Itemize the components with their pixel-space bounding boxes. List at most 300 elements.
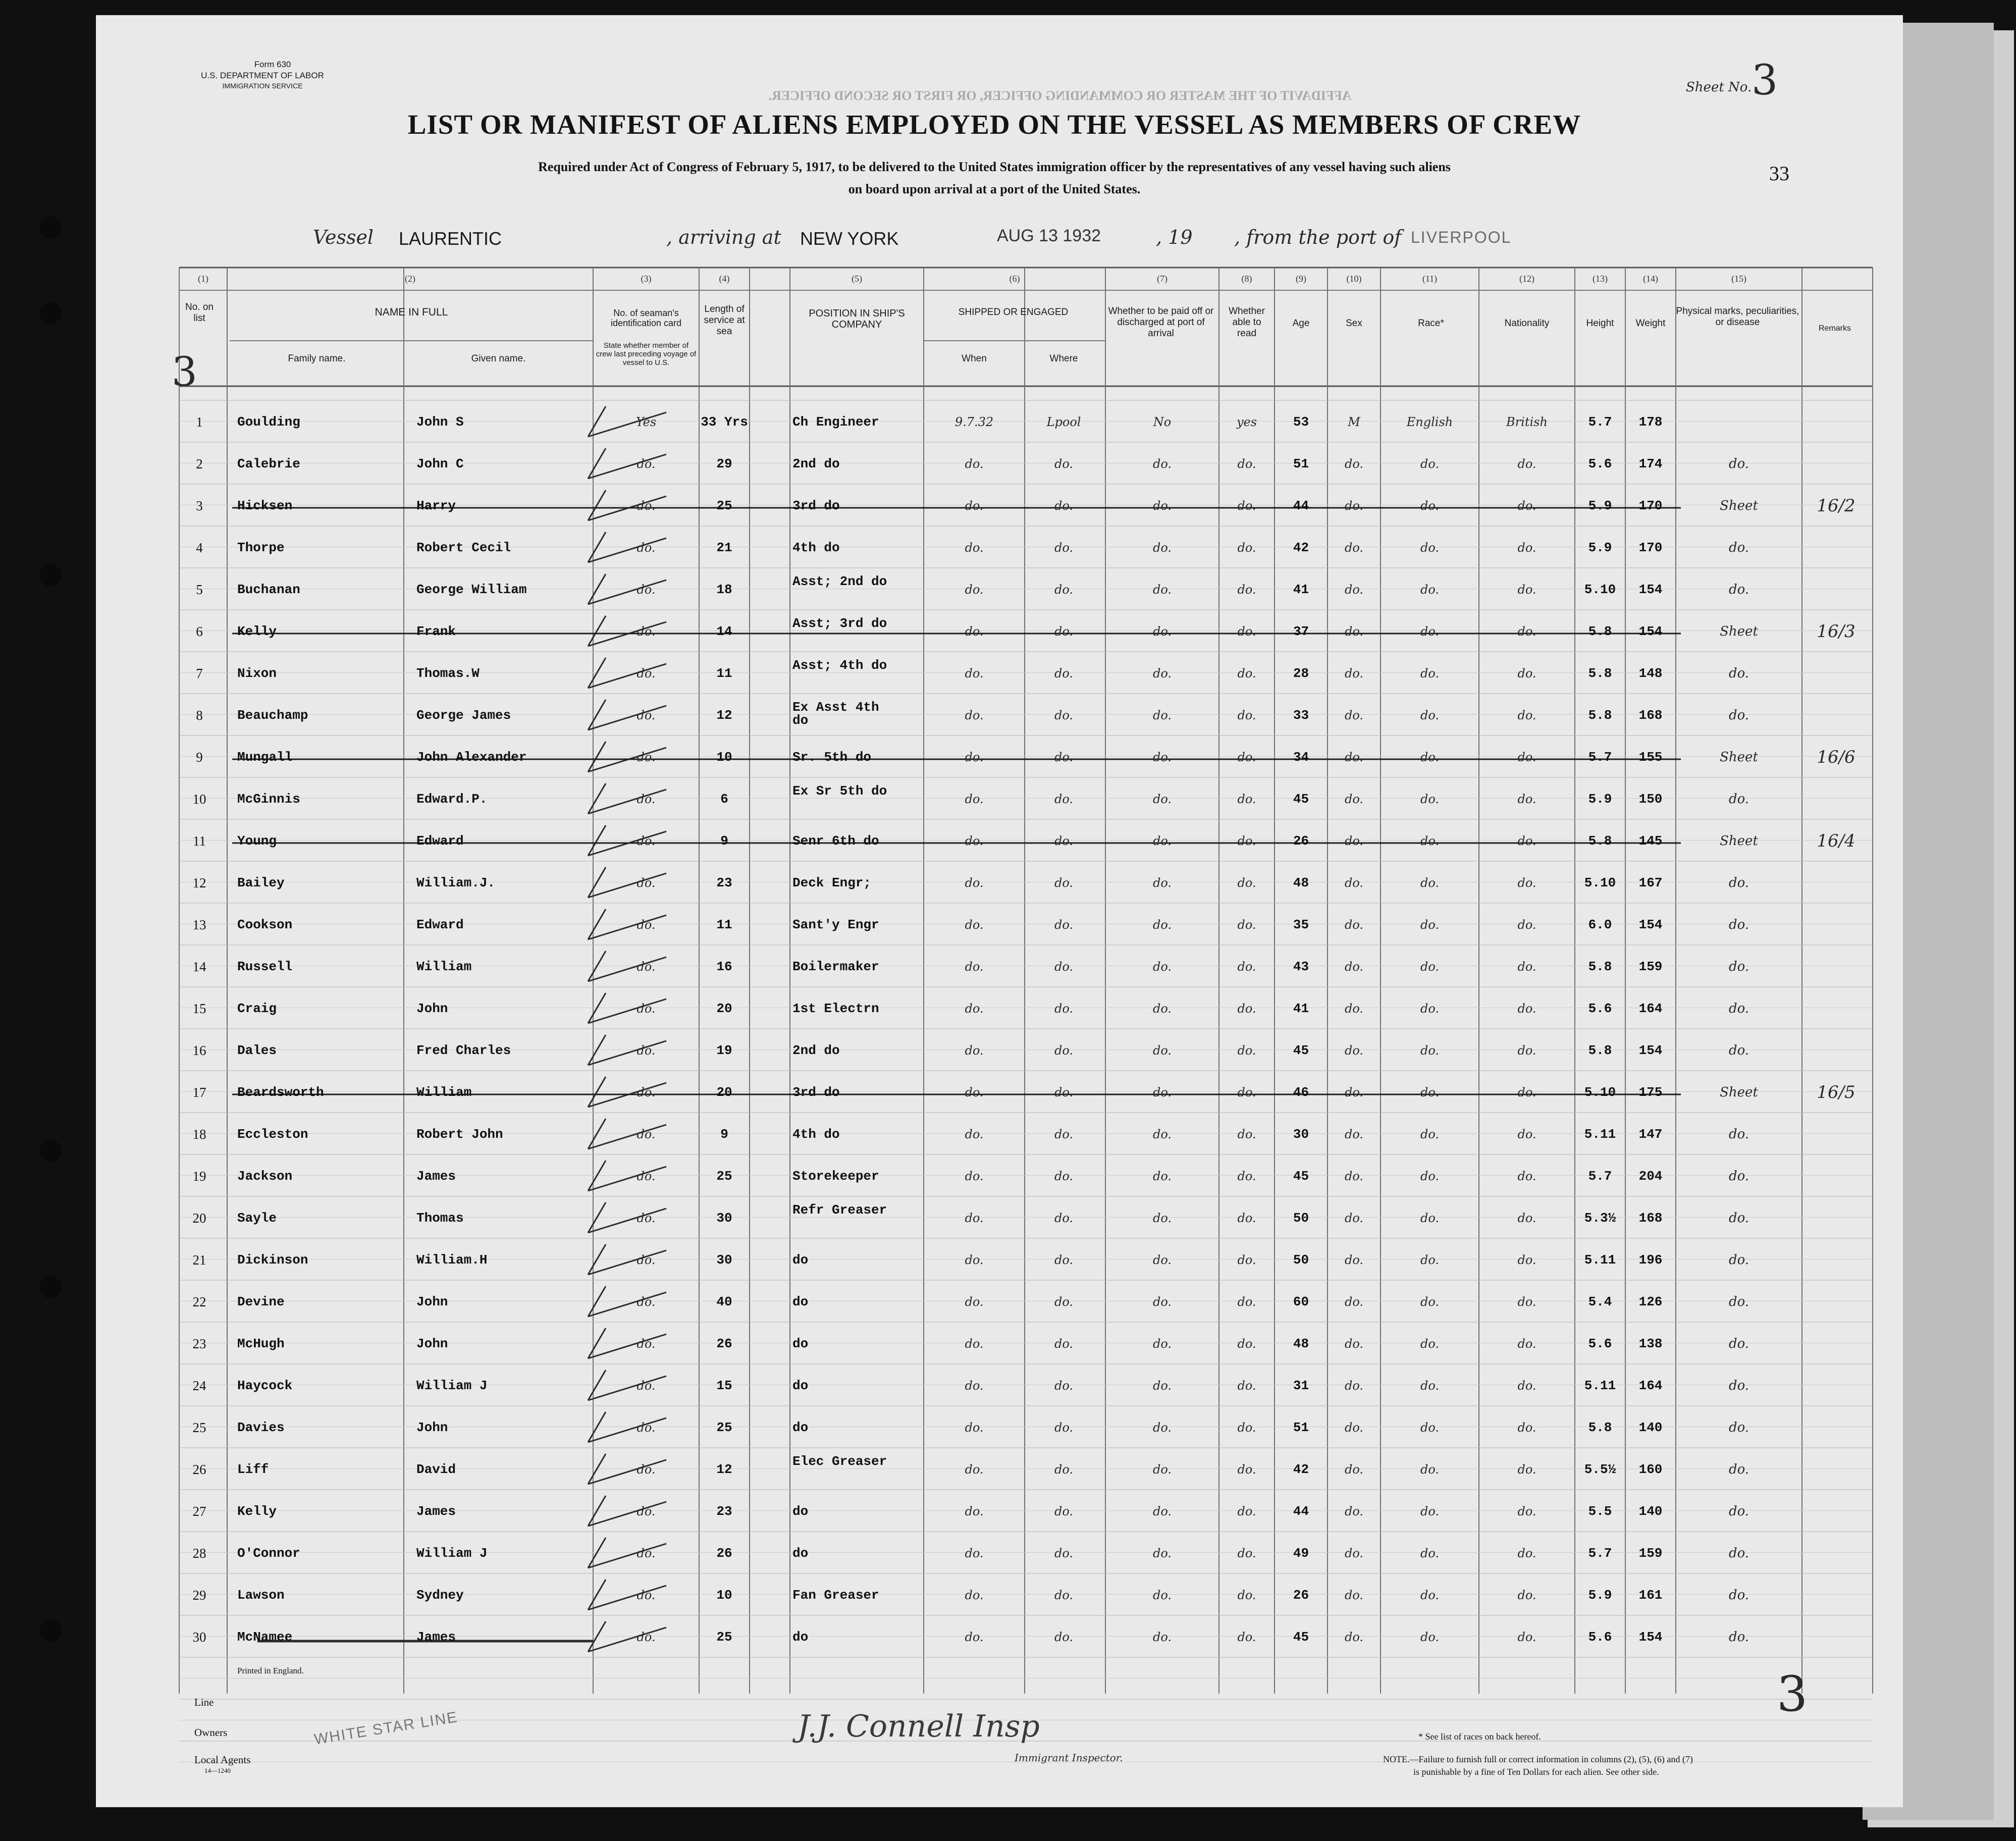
header-id-card: No. of seaman's identification card bbox=[610, 308, 682, 328]
cell-service: 11 bbox=[716, 666, 732, 681]
cell-given: Harry bbox=[416, 498, 456, 513]
crew-row bbox=[0, 862, 2016, 904]
cell-card: do. bbox=[636, 834, 656, 848]
cell-no: 15 bbox=[192, 1001, 206, 1016]
cell-phys: do. bbox=[1728, 1378, 1749, 1393]
cell-paid: do. bbox=[1152, 1630, 1172, 1644]
document-title: LIST OR MANIFEST OF ALIENS EMPLOYED ON THE VESSEL AS MEMBERS OF CREW bbox=[407, 109, 1581, 140]
cell-where: do. bbox=[1054, 1504, 1074, 1518]
cell-service: 12 bbox=[716, 708, 732, 723]
cell-read: yes bbox=[1236, 415, 1257, 429]
cell-race: do. bbox=[1420, 583, 1440, 597]
cell-weight: 170 bbox=[1638, 498, 1663, 513]
arriving-label: , arriving at bbox=[666, 226, 781, 248]
cell-weight: 204 bbox=[1638, 1169, 1663, 1184]
cell-paid: do. bbox=[1152, 960, 1172, 974]
cell-phys: do. bbox=[1728, 1504, 1749, 1519]
cell-phys: do. bbox=[1728, 1336, 1749, 1351]
cell-paid: do. bbox=[1152, 541, 1172, 555]
cell-when: do. bbox=[965, 834, 984, 848]
cell-when: do. bbox=[965, 1379, 984, 1393]
header-position: POSITION IN SHIP'S COMPANY bbox=[809, 308, 905, 330]
cell-race: do. bbox=[1420, 960, 1440, 974]
cell-no: 11 bbox=[193, 833, 206, 849]
cell-nat: do. bbox=[1517, 1127, 1536, 1141]
penalty-note-line-1: NOTE.—Failure to furnish full or correct information in columns (2), (5), (6) and (7) bbox=[1383, 1754, 1693, 1764]
cell-when: do. bbox=[965, 1043, 984, 1058]
cell-age: 34 bbox=[1293, 750, 1309, 765]
cell-race: do. bbox=[1420, 1462, 1440, 1477]
cell-family: Jackson bbox=[237, 1169, 293, 1184]
cell-position: Sant'y Engr bbox=[792, 917, 879, 932]
header-weight: Weight bbox=[1635, 318, 1666, 329]
column-number: (14) bbox=[1643, 274, 1658, 284]
cell-phys: do. bbox=[1728, 1169, 1749, 1184]
cell-read: do. bbox=[1237, 750, 1256, 764]
cell-read: do. bbox=[1237, 1337, 1256, 1351]
cell-when: do. bbox=[965, 876, 984, 890]
cell-given: Fred Charles bbox=[416, 1043, 511, 1058]
cell-when: do. bbox=[965, 457, 984, 471]
cell-nat: do. bbox=[1517, 499, 1536, 513]
vessel-label: Vessel bbox=[313, 226, 374, 248]
service-label: IMMIGRATION SERVICE bbox=[222, 82, 303, 90]
cell-service: 19 bbox=[716, 1043, 732, 1058]
cell-paid: do. bbox=[1152, 1169, 1172, 1183]
cell-phys: Sheet bbox=[1720, 1085, 1758, 1100]
crew-row bbox=[0, 988, 2016, 1030]
crew-row bbox=[0, 1365, 2016, 1407]
cell-age: 48 bbox=[1293, 1336, 1309, 1351]
cell-service: 25 bbox=[716, 1169, 732, 1184]
cell-age: 45 bbox=[1293, 792, 1309, 807]
cell-when: do. bbox=[965, 666, 984, 680]
cell-sex: do. bbox=[1344, 1211, 1364, 1225]
printed-in-label: Printed in England. bbox=[237, 1666, 304, 1675]
cell-when: do. bbox=[965, 1169, 984, 1183]
cell-sex: do. bbox=[1344, 1253, 1364, 1267]
cell-sex: do. bbox=[1344, 750, 1364, 764]
cell-sex: do. bbox=[1344, 1379, 1364, 1393]
cell-card: do. bbox=[636, 1169, 656, 1183]
cell-when: do. bbox=[965, 918, 984, 932]
cell-height: 5.7 bbox=[1588, 750, 1612, 765]
cell-where: do. bbox=[1054, 750, 1074, 764]
cell-nat: do. bbox=[1517, 960, 1536, 974]
cell-height: 5.3½ bbox=[1584, 1211, 1616, 1226]
cell-given: Robert John bbox=[416, 1127, 503, 1142]
cell-given: William J bbox=[416, 1378, 488, 1393]
cell-weight: 159 bbox=[1638, 1546, 1663, 1561]
cell-sex: do. bbox=[1344, 1337, 1364, 1351]
cell-read: do. bbox=[1237, 1379, 1256, 1393]
crew-row bbox=[0, 737, 2016, 778]
cell-card: do. bbox=[636, 1295, 656, 1309]
cell-card: do. bbox=[636, 1337, 656, 1351]
year-label: , 19 bbox=[1156, 226, 1193, 248]
cell-card: do. bbox=[636, 1043, 656, 1058]
header-family-name: Family name. bbox=[288, 353, 346, 364]
cell-no: 27 bbox=[192, 1504, 206, 1519]
cell-race: do. bbox=[1420, 1295, 1440, 1309]
cell-when: do. bbox=[965, 1002, 984, 1016]
cell-age: 26 bbox=[1293, 833, 1309, 849]
cell-where: do. bbox=[1054, 918, 1074, 932]
cell-given: John C bbox=[416, 456, 464, 471]
column-number: (3) bbox=[641, 274, 652, 284]
cell-where: do. bbox=[1054, 1169, 1074, 1183]
cell-age: 42 bbox=[1293, 540, 1309, 555]
cell-read: do. bbox=[1237, 1169, 1256, 1183]
cell-read: do. bbox=[1237, 834, 1256, 848]
header-where: Where bbox=[1049, 353, 1078, 364]
cell-where: do. bbox=[1054, 1002, 1074, 1016]
cell-position: 4th do bbox=[792, 540, 840, 555]
column-number: (9) bbox=[1296, 274, 1306, 284]
sheet-number: 3 bbox=[1752, 57, 1778, 104]
cell-family: Goulding bbox=[237, 414, 300, 430]
column-number: (7) bbox=[1157, 274, 1168, 284]
cell-read: do. bbox=[1237, 1462, 1256, 1477]
cell-nat: do. bbox=[1517, 1169, 1536, 1183]
cell-where: do. bbox=[1054, 1211, 1074, 1225]
cell-race: do. bbox=[1420, 1169, 1440, 1183]
vessel-name: LAURENTIC bbox=[399, 228, 502, 249]
cell-phys: do. bbox=[1728, 1252, 1749, 1268]
cell-phys: Sheet bbox=[1720, 833, 1758, 849]
crew-row bbox=[0, 1197, 2016, 1239]
cell-height: 5.10 bbox=[1584, 1085, 1616, 1100]
column-number: (15) bbox=[1731, 274, 1746, 284]
cell-card: do. bbox=[636, 960, 656, 974]
cell-where: do. bbox=[1054, 666, 1074, 680]
crew-row bbox=[0, 1574, 2016, 1616]
cell-card: do. bbox=[636, 1462, 656, 1477]
cell-no: 23 bbox=[192, 1336, 206, 1351]
cell-phys: do. bbox=[1728, 582, 1749, 597]
crew-row bbox=[0, 611, 2016, 653]
cell-where: Lpool bbox=[1046, 415, 1081, 429]
cell-family: McHugh bbox=[237, 1336, 285, 1351]
cell-given: William.J. bbox=[416, 875, 496, 890]
cell-height: 5.9 bbox=[1588, 498, 1612, 513]
crew-row bbox=[0, 1239, 2016, 1281]
white-star-line-stamp: WHITE STAR LINE bbox=[313, 1708, 459, 1748]
crew-row bbox=[0, 1616, 2016, 1658]
cell-position: Ch Engineer bbox=[792, 414, 879, 430]
crew-row bbox=[0, 1030, 2016, 1072]
cell-family: McNamee bbox=[237, 1629, 293, 1645]
cell-service: 16 bbox=[716, 959, 732, 974]
cell-height: 5.6 bbox=[1588, 1336, 1612, 1351]
cell-age: 33 bbox=[1293, 708, 1309, 723]
cell-height: 5.8 bbox=[1588, 708, 1612, 723]
cell-given: William J bbox=[416, 1546, 488, 1561]
cell-given: John bbox=[416, 1001, 448, 1016]
cell-weight: 155 bbox=[1638, 750, 1663, 765]
cell-when: do. bbox=[965, 624, 984, 639]
cell-read: do. bbox=[1237, 1211, 1256, 1225]
cell-where: do. bbox=[1054, 1085, 1074, 1099]
cell-position: do bbox=[792, 1336, 809, 1351]
cell-position: do bbox=[792, 1252, 809, 1268]
column-number: (8) bbox=[1241, 274, 1252, 284]
cell-phys: do. bbox=[1728, 708, 1749, 723]
cell-given: Frank bbox=[416, 624, 456, 639]
race-footnote: * See list of races on back hereof. bbox=[1418, 1731, 1541, 1742]
cell-no: 21 bbox=[192, 1252, 206, 1268]
cell-race: do. bbox=[1420, 1211, 1440, 1225]
cell-height: 5.9 bbox=[1588, 1588, 1612, 1603]
cell-family: Dickinson bbox=[237, 1252, 308, 1268]
cell-given: Edward bbox=[416, 833, 464, 849]
cell-sex: do. bbox=[1344, 1085, 1364, 1099]
cell-where: do. bbox=[1054, 960, 1074, 974]
crew-row bbox=[0, 1449, 2016, 1491]
subtitle-line-2: on board upon arrival at a port of the United States. bbox=[848, 182, 1141, 196]
cell-sex: do. bbox=[1344, 541, 1364, 555]
cell-service: 25 bbox=[716, 498, 732, 513]
cell-family: Liff bbox=[237, 1462, 269, 1477]
cell-service: 10 bbox=[716, 750, 732, 765]
cell-height: 5.5 bbox=[1588, 1504, 1612, 1519]
cell-where: do. bbox=[1054, 876, 1074, 890]
header-paid-off: Whether to be paid off or discharged at port of arrival bbox=[1108, 306, 1214, 339]
cell-service: 20 bbox=[716, 1085, 732, 1100]
header-age: Age bbox=[1292, 318, 1310, 329]
cell-nat: do. bbox=[1517, 1211, 1536, 1225]
crew-row bbox=[0, 904, 2016, 946]
cell-height: 5.6 bbox=[1588, 456, 1612, 471]
cell-sex: do. bbox=[1344, 1295, 1364, 1309]
crew-row bbox=[0, 778, 2016, 820]
cell-phys: do. bbox=[1728, 1462, 1749, 1477]
cell-height: 5.9 bbox=[1588, 792, 1612, 807]
sheet-label: Sheet No. bbox=[1686, 80, 1752, 95]
header-id-card-note: State whether member of crew last preceding voyage of vessel to U.S. bbox=[596, 341, 697, 367]
cell-no: 28 bbox=[192, 1546, 206, 1561]
cell-nat: do. bbox=[1517, 666, 1536, 680]
cell-weight: 167 bbox=[1638, 875, 1663, 890]
column-number: (12) bbox=[1519, 274, 1534, 284]
cell-weight: 164 bbox=[1638, 1001, 1663, 1016]
cell-nat: do. bbox=[1517, 1421, 1536, 1435]
cell-paid: do. bbox=[1152, 792, 1172, 806]
cell-height: 5.7 bbox=[1588, 414, 1612, 430]
cell-nat: do. bbox=[1517, 1337, 1536, 1351]
cell-weight: 168 bbox=[1638, 1211, 1663, 1226]
cell-family: Calebrie bbox=[237, 456, 300, 471]
cell-position: do bbox=[792, 1294, 809, 1309]
cell-family: Mungall bbox=[237, 750, 293, 765]
cell-card: do. bbox=[636, 1002, 656, 1016]
header-sex: Sex bbox=[1346, 318, 1362, 329]
cell-where: do. bbox=[1054, 1295, 1074, 1309]
cell-weight: 170 bbox=[1638, 540, 1663, 555]
cell-age: 53 bbox=[1293, 414, 1309, 430]
cell-age: 26 bbox=[1293, 1588, 1309, 1603]
cell-where: do. bbox=[1054, 1588, 1074, 1602]
cell-phys: do. bbox=[1728, 1043, 1749, 1058]
cell-position: Asst; 3rd do bbox=[792, 616, 887, 631]
cell-sex: do. bbox=[1344, 1462, 1364, 1477]
header-able-to-read: Whether able to read bbox=[1229, 306, 1265, 339]
crew-row bbox=[0, 1533, 2016, 1574]
cell-sex: do. bbox=[1344, 1043, 1364, 1058]
cell-card: do. bbox=[636, 666, 656, 680]
cell-position: Deck Engr; bbox=[792, 875, 872, 890]
cell-no: 29 bbox=[192, 1588, 206, 1603]
cell-race: do. bbox=[1420, 457, 1440, 471]
cell-remark: 16/5 bbox=[1817, 1082, 1855, 1102]
cell-service: 18 bbox=[716, 582, 732, 597]
cell-family: Cookson bbox=[237, 917, 293, 932]
cell-race: do. bbox=[1420, 876, 1440, 890]
cell-read: do. bbox=[1237, 583, 1256, 597]
cell-position: do bbox=[792, 1504, 809, 1519]
cell-read: do. bbox=[1237, 541, 1256, 555]
cell-age: 43 bbox=[1293, 959, 1309, 974]
cell-card: do. bbox=[636, 499, 656, 513]
cell-nat: do. bbox=[1517, 1085, 1536, 1099]
cell-age: 44 bbox=[1293, 498, 1309, 513]
cell-weight: 145 bbox=[1638, 833, 1663, 849]
cell-nat: do. bbox=[1517, 1253, 1536, 1267]
cell-height: 6.0 bbox=[1588, 917, 1612, 932]
column-number: (6) bbox=[1009, 274, 1020, 284]
crew-row bbox=[0, 1155, 2016, 1197]
cell-phys: do. bbox=[1728, 1211, 1749, 1226]
cell-nat: do. bbox=[1517, 1295, 1536, 1309]
cell-height: 5.9 bbox=[1588, 540, 1612, 555]
column-number: (2) bbox=[405, 274, 415, 284]
cell-where: do. bbox=[1054, 1379, 1074, 1393]
cell-where: do. bbox=[1054, 1043, 1074, 1058]
cell-sex: do. bbox=[1344, 876, 1364, 890]
penalty-note-line-2: is punishable by a fine of Ten Dollars for each alien. See other side. bbox=[1413, 1767, 1659, 1777]
cell-nat: do. bbox=[1517, 1630, 1536, 1644]
cell-sex: do. bbox=[1344, 1421, 1364, 1435]
cell-age: 41 bbox=[1293, 1001, 1309, 1016]
cell-when: do. bbox=[965, 1630, 984, 1644]
crew-row bbox=[0, 401, 2016, 443]
cell-nat: do. bbox=[1517, 541, 1536, 555]
cell-weight: 164 bbox=[1638, 1378, 1663, 1393]
cell-given: William bbox=[416, 1085, 472, 1100]
cell-where: do. bbox=[1054, 624, 1074, 639]
cell-height: 5.11 bbox=[1584, 1127, 1616, 1142]
cell-where: do. bbox=[1054, 708, 1074, 722]
cell-given: John bbox=[416, 1420, 448, 1435]
cell-family: Beauchamp bbox=[237, 708, 308, 723]
cell-paid: do. bbox=[1152, 1295, 1172, 1309]
cell-weight: 154 bbox=[1638, 1629, 1663, 1645]
cell-height: 5.8 bbox=[1588, 959, 1612, 974]
cell-phys: do. bbox=[1728, 666, 1749, 681]
cell-card: do. bbox=[636, 1085, 656, 1099]
column-number: (13) bbox=[1593, 274, 1608, 284]
cell-nat: do. bbox=[1517, 1002, 1536, 1016]
cell-when: do. bbox=[965, 1337, 984, 1351]
cell-age: 50 bbox=[1293, 1211, 1309, 1226]
cell-sex: do. bbox=[1344, 499, 1364, 513]
cell-card: do. bbox=[636, 708, 656, 722]
cell-nat: do. bbox=[1517, 1043, 1536, 1058]
cell-service: 25 bbox=[716, 1420, 732, 1435]
cell-given: Thomas.W bbox=[416, 666, 480, 681]
crew-row bbox=[0, 443, 2016, 485]
cell-family: Kelly bbox=[237, 624, 277, 639]
cell-when: do. bbox=[965, 499, 984, 513]
cell-card: do. bbox=[636, 1127, 656, 1141]
cell-age: 42 bbox=[1293, 1462, 1309, 1477]
cell-card: do. bbox=[636, 1546, 656, 1560]
cell-where: do. bbox=[1054, 541, 1074, 555]
column-number: (10) bbox=[1346, 274, 1362, 284]
cell-phys: do. bbox=[1728, 540, 1749, 555]
cell-family: Bailey bbox=[237, 875, 285, 890]
cell-card: do. bbox=[636, 1253, 656, 1267]
cell-race: do. bbox=[1420, 666, 1440, 680]
cell-nat: do. bbox=[1517, 1546, 1536, 1560]
cell-card: do. bbox=[636, 918, 656, 932]
cell-card: do. bbox=[636, 792, 656, 806]
cell-weight: 178 bbox=[1638, 414, 1663, 430]
cell-phys: do. bbox=[1728, 1294, 1749, 1309]
line-label: Line bbox=[194, 1696, 214, 1708]
cell-nat: do. bbox=[1517, 750, 1536, 764]
cell-paid: do. bbox=[1152, 876, 1172, 890]
cell-phys: do. bbox=[1728, 959, 1749, 974]
cell-phys: do. bbox=[1728, 1001, 1749, 1016]
cell-sex: do. bbox=[1344, 1127, 1364, 1141]
cell-race: do. bbox=[1420, 541, 1440, 555]
cell-position: Boilermaker bbox=[792, 959, 879, 974]
cell-race: do. bbox=[1420, 1504, 1440, 1518]
cell-phys: do. bbox=[1728, 792, 1749, 807]
cell-age: 41 bbox=[1293, 582, 1309, 597]
cell-family: Young bbox=[237, 833, 277, 849]
cell-race: do. bbox=[1420, 499, 1440, 513]
cell-phys: Sheet bbox=[1720, 498, 1758, 513]
cell-family: Nixon bbox=[237, 666, 277, 681]
cell-no: 8 bbox=[196, 708, 203, 723]
crew-row bbox=[0, 1072, 2016, 1114]
cell-given: John bbox=[416, 1336, 448, 1351]
cell-no: 13 bbox=[192, 917, 206, 932]
cell-sex: do. bbox=[1344, 624, 1364, 639]
crew-row bbox=[0, 695, 2016, 737]
cell-paid: do. bbox=[1152, 583, 1172, 597]
cell-when: do. bbox=[965, 1588, 984, 1602]
local-agents-code: 14—1240 bbox=[204, 1767, 231, 1774]
cell-height: 5.6 bbox=[1588, 1001, 1612, 1016]
cell-where: do. bbox=[1054, 1337, 1074, 1351]
cell-card: do. bbox=[636, 457, 656, 471]
cell-age: 37 bbox=[1293, 624, 1309, 639]
cell-paid: No bbox=[1153, 415, 1172, 429]
cell-read: do. bbox=[1237, 624, 1256, 639]
cell-position: Refr Greaser bbox=[792, 1202, 887, 1218]
cell-remark: 16/4 bbox=[1817, 831, 1855, 851]
cell-weight: 168 bbox=[1638, 708, 1663, 723]
inspector-signature: J.J. Connell Insp bbox=[798, 1709, 1040, 1744]
cell-position: Fan Greaser bbox=[792, 1588, 879, 1603]
cell-race: do. bbox=[1420, 834, 1440, 848]
crew-row bbox=[0, 820, 2016, 862]
cell-sex: do. bbox=[1344, 1169, 1364, 1183]
cell-weight: 126 bbox=[1638, 1294, 1663, 1309]
